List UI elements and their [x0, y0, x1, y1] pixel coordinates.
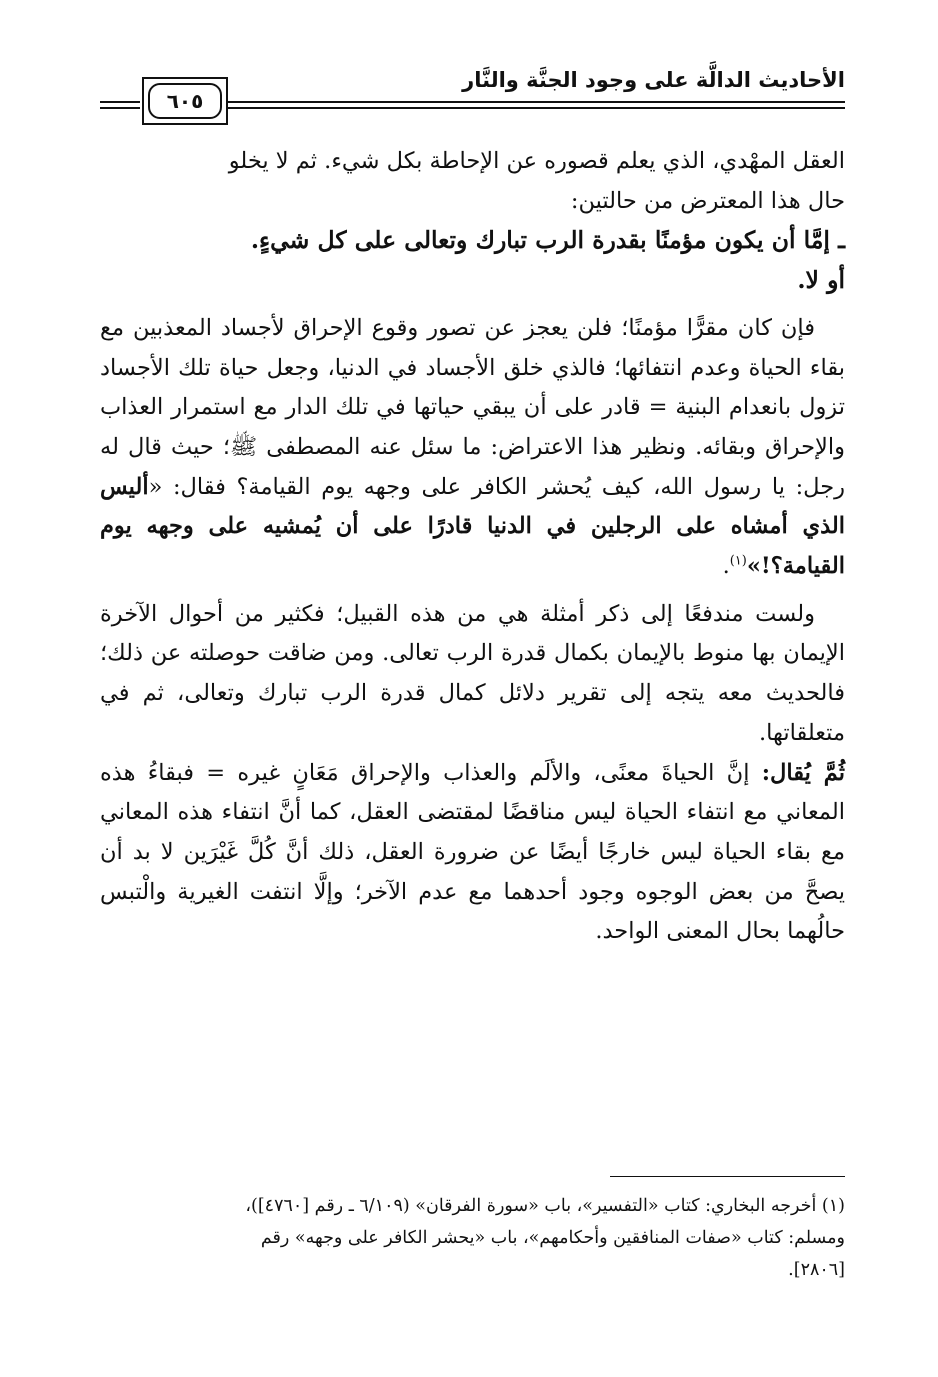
main-text [100, 142, 845, 952]
paragraph-meaning [100, 754, 845, 953]
paragraph-hadith-end: . [722, 553, 730, 580]
paragraph-hadith-text: فإن كان مقرًّا مؤمنًا؛ فلن يعجز عن تصور وقوع الإحراق لأجساد المعذبين مع بقاء الحياة وعدم انتفائها؛ فالذي خلق الأجساد في الدنيا، وجعل حياة تلك الأجساد تزول بانعدام البنية = قادر على أن يبقي حياتها في تلك الدار مع استمرار العذاب والإحراق وبقائه. ونظير هذا الاعتراض: ما سئل عنه المصطفى ﷺ؛ حيث قال له رجل: يا رسول الله، كيف يُحشر الكافر على وجهه يوم القيامة؟ فقال: « [100, 314, 845, 500]
footnote-separator [610, 1176, 845, 1177]
header-rule [228, 101, 845, 103]
footnotes [100, 1190, 845, 1286]
option-two: أو لا. [797, 266, 845, 295]
lead-phrase: ثُمَّ يُقال: [761, 759, 845, 786]
header-rule [100, 107, 140, 109]
paragraph-examples: ولست مندفعًا إلى ذكر أمثلة هي من هذه القبيل؛ فكثير من أحوال الآخرة الإيمان بها منوط بالإيمان بكمال قدرة الرب تعالى. ومن ضاقت حوصلته عن ذلك؛ فالحديث معه يتجه إلى تقرير دلائل كمال قدرة الرب تبارك وتعالى، ثم في متعلقاتها. [100, 600, 845, 746]
page-header [100, 66, 845, 122]
hadith-quote-close: » [746, 553, 761, 580]
footnote-reference[interactable]: (١) [729, 553, 747, 569]
paragraph-hadith [100, 309, 845, 587]
page-number: ٦٠٥ [148, 83, 222, 119]
running-title: الأحاديث الدالَّة على وجود الجنَّة والنَّار [462, 68, 845, 92]
header-rule [228, 107, 845, 109]
paragraph-meaning-text: إنَّ الحياةَ معنًى، والألَم والعذاب والإحراق مَعَانٍ غيره = فبقاءُ هذه المعاني مع انتفاء الحياة ليس مناقضًا لمقتضى العقل، كما أنَّ انتفاء هذه المعاني مع بقاء الحياة ليس خارجًا أيضًا عن ضرورة العقل، ذلك أنَّ كُلَّ غَيْرَين لا بد أن يصحَّ من بعض الوجوه وجود أحدهما مع عدم الآخر؛ وإلَّا انتفت الغيرية والْتبس حالُهما بحال المعنى الواحد. [100, 759, 845, 945]
footnote-1-line-1: (١) أخرجه البخاري: كتاب «التفسير»، باب «سورة الفرقان» (٦/١٠٩ ـ رقم [٤٧٦٠])، [245, 1196, 845, 1216]
paragraph-1 [100, 142, 845, 221]
paragraph-1-line-1: العقل المهْدي، الذي يعلم قصوره عن الإحاطة بكل شيء. ثم لا يخلو [228, 148, 845, 174]
paragraph-1-line-2: حال هذا المعترض من حالتين: [570, 187, 845, 214]
option-one: ـ إمَّا أن يكون مؤمنًا بقدرة الرب تبارك وتعالى على كل شيءٍ. [250, 226, 845, 255]
footnote-1-line-2: ومسلم: كتاب «صفات المنافقين وأحكامهم»، باب «يحشر الكافر على وجهه» رقم [260, 1228, 845, 1248]
page-number-frame [142, 77, 228, 125]
footnote-1-line-3: [٢٨٠٦]. [788, 1260, 845, 1280]
hadith-quote: أليس الذي أمشاه على الرجلين في الدنيا قادرًا على أن يُمشيه على وجهه يوم القيامة؟! [100, 473, 845, 580]
header-rule [100, 101, 140, 103]
